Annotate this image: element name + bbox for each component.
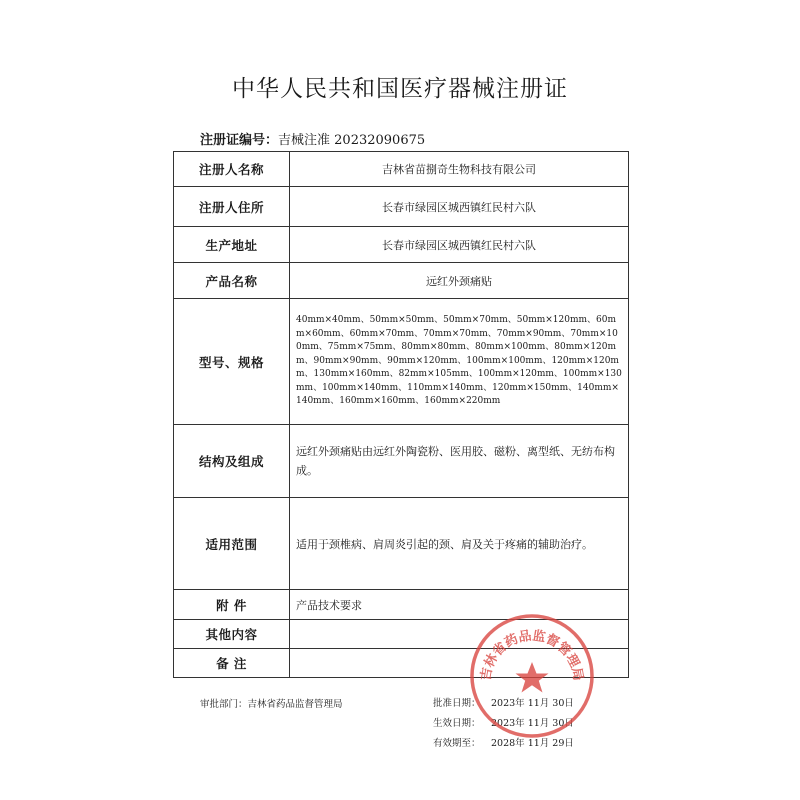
row-key: 型号、规格 [174,299,290,425]
table-row [174,187,629,227]
row-key: 适用范围 [174,498,290,590]
row-value: 远红外颈痛贴由远红外陶瓷粉、医用胶、磁粉、离型纸、无纺布构成。 [290,425,629,498]
table-row [174,425,629,498]
approval-department-label: 审批部门： [200,699,248,710]
row-key: 备 注 [174,649,290,678]
row-value: 远红外颈痛贴 [290,263,629,299]
row-key: 其他内容 [174,620,290,649]
registration-number-label: 注册证编号： [200,133,279,148]
official-seal [468,612,596,740]
row-value: 长春市绿园区城西镇红民村六队 [290,187,629,227]
table-row [174,498,629,590]
table-row [174,299,629,425]
certificate-table [173,151,629,678]
row-key: 附 件 [174,590,290,620]
row-key: 注册人名称 [174,152,290,187]
row-key: 结构及组成 [174,425,290,498]
row-value: 产品技术要求 [290,590,629,620]
row-key: 生产地址 [174,227,290,263]
row-value: 长春市绿园区城西镇红民村六队 [290,227,629,263]
expiry-date-label: 有效期至： [433,738,481,749]
row-key: 产品名称 [174,263,290,299]
seal-star-icon [516,662,549,693]
row-value: 40mm×40mm、50mm×50mm、50mm×70mm、50mm×120mm、60mm×60mm、60mm×70mm、70mm×70mm、70mm×90mm、70mm×100mm、75mm×75mm、80mm×80mm、80mm×100mm、80mm×120mm、90mm×90mm、90mm×120mm、100mm×100mm、120mm×120mm、130mm×160mm、82mm×105mm、100mm×120mm、100mm×130mm、100mm×140mm、110mm×140mm、120mm×150mm、140mm×140mm、160mm×160mm、160mm×220mm [290,299,629,425]
effective-date-label: 生效日期： [433,718,481,729]
approval-date-label: 批准日期： [433,698,481,709]
row-key: 注册人住所 [174,187,290,227]
row-value: 适用于颈椎病、肩周炎引起的颈、肩及关于疼痛的辅助治疗。 [290,498,629,590]
expiry-date-value: 2028年 11月 29日 [491,738,574,749]
table-row [174,227,629,263]
seal-text: 吉林省药品监督管理局 [478,628,586,682]
registration-number-value: 吉械注准 20232090675 [278,133,426,148]
table-row [174,152,629,187]
approval-department-value: 吉林省药品监督管理局 [247,699,343,710]
effective-date-value: 2023年 11月 30日 [491,718,574,729]
document-title: 中华人民共和国医疗器械注册证 [232,76,568,102]
approval-date-value: 2023年 11月 30日 [491,698,574,709]
approval-department [200,696,343,710]
registration-number [200,129,425,148]
table-row [174,263,629,299]
row-value: 吉林省苗捌奇生物科技有限公司 [290,152,629,187]
